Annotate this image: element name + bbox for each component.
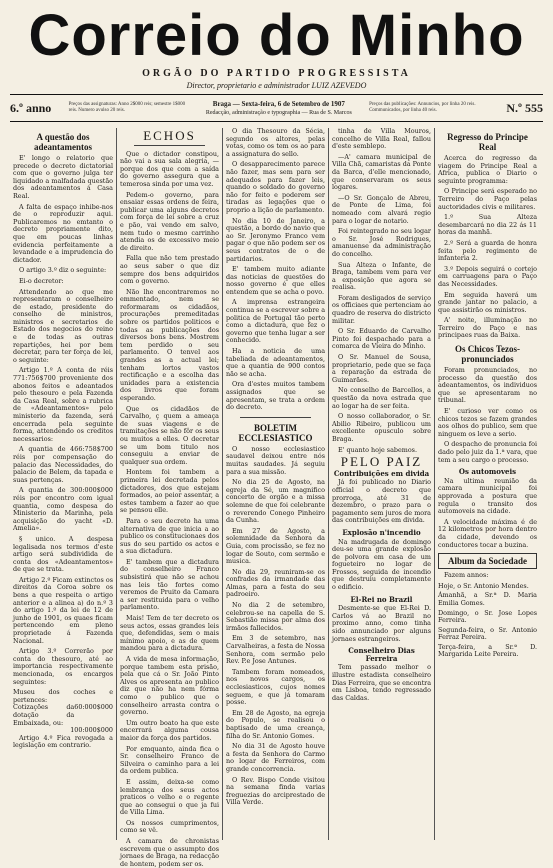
- year-label: 6.º anno: [10, 100, 52, 115]
- paragraph: Foram desligados de serviço os officiaes que pertenciam ao quadro de reserva do districto militar.: [332, 293, 431, 325]
- expense-list: [13, 689, 113, 735]
- paragraph: Artigo 4.º Fica revogada a legislação em contrario.: [13, 733, 113, 750]
- paragraph: Em 3 de setembro, nas Carvalheiras, a festa de Nossa Senhora, com sermão pelo Rev. P.e Jose Antunes.: [226, 634, 325, 666]
- paragraph: Por emquanto, ainda fica o Sr. conselheiro Franco de Silveira o caminho para a lei da ordem publica.: [120, 744, 219, 776]
- publication-prices: Preços das publicações: Annuncios, por linha 20 reis. Communicados, por linha 40 reis.: [369, 102, 476, 113]
- newspaper-subtitle: ORGÃO DO PARTIDO PROGRESSISTA: [142, 68, 411, 79]
- paragraph: Desmente-se que El-Rei D. Carlos vá ao Brazil no proximo anno, como tinha sido annunciado por alguns jornaes estrangeiros.: [332, 604, 431, 643]
- paragraph: Na madrugada de domingo deu-se uma grande explosão de polvora em casa de um fogueteiro no logar de Frossos, seguida de incendio que destruiu completamente o edificio.: [332, 537, 431, 592]
- paragraph: E assim, deixa-se como lembrança dos seus actos praticos o velho e o regente que ao consegui o que ja fui de Villa Lima.: [120, 777, 219, 817]
- paragraph: Os nossos cumprimentos, como se vê.: [120, 818, 219, 835]
- paragraph: Tem passado melhor o illustre estadista conselheiro Dias Ferreira, que se encontra em Lisboa, tendo regressado das Caldas.: [332, 663, 432, 702]
- paragraph: O Sr. Manuel de Sousa, proprietario, pede que se faça a reparação da estrada de Guimarães.: [332, 353, 431, 384]
- paragraph: O nosso collaborador, o Sr. Abilio Ribeiro, publicou um excellente opusculo sobre Braga.: [332, 412, 431, 443]
- divider: [134, 145, 205, 146]
- paragraph: No dia 10 de Janeiro, a questão, a bordo do navio que ao Sr. Jeronymo Franco vem pagar o que não podem ser os seus contratos de o de partidarios.: [226, 216, 325, 263]
- subheading: El-Rei no Brazil: [350, 594, 413, 604]
- paragraph: Em 28 de Agosto, na egreja do Populo, se realisou o baptisado de uma creança, filha do Sr. Antonio Gomes.: [226, 708, 325, 740]
- boletim-heading: BOLETIM ECCLESIASTICO: [238, 422, 313, 443]
- paragraph: O nosso ecclesiastico saudavel deixou entre nós muitas saudades. Já seguiu para a sua missão.: [226, 444, 325, 476]
- amount: 100:000$000: [70, 726, 113, 735]
- list-item: Segunda-feira, o Sr. Antonio Ferraz Pereira.: [438, 625, 537, 642]
- paragraph: No dia 31 de Agosto houve a festa da Senhora do Carmo no logar de Ferreiros, com grande concorrencia.: [226, 742, 325, 773]
- paragraph: Ei-o decretor:: [19, 276, 64, 285]
- column-3: [222, 128, 328, 840]
- paragraph: Falla que não tem prestado ao seus saber o que diz sempre dos bens adquiridos com o governo.: [120, 254, 219, 286]
- paragraph: A' noite, illuminação no Terreiro do Paço e nas principaes ruas da Baixa.: [438, 316, 537, 340]
- paragraph: Não lhe encontraremos no emmentado, nem se reformaram os cidadãos, procurações premeditadas sobre os partidos politicos e todas as publicações dos diversos bons bens. Mostrem tem perdido o seu parlamento. O tenvel aos grandes as a actual lei; tenham lortos vastos rectificação e a escolha das unidades para a existencia dos livros que foram esperando.: [120, 287, 219, 402]
- newspaper-title: Correio do Minho: [28, 3, 525, 68]
- paragraph: Acerca do regresso da viagem do Principe Real a Africa, publica o Diario o seguinte programma:: [438, 154, 537, 185]
- paragraph: 3.º Depois seguirá o cortejo em carruagens para o Paço das Necessidades.: [438, 264, 537, 288]
- paragraph: Ora d'estes muitos tambem assignados que se apresentam, se trata a ordem do decreto.: [226, 380, 325, 412]
- paragraph: Fazem annos:: [444, 571, 489, 580]
- paragraph: Tambem foram nomeados, nos novos cargos, os ecclesiasticos, cujos nomes seguem, e que já tomaram posse.: [226, 667, 325, 707]
- paragraph: O Principe será esperado no Terreiro do Paço pelas auctoridades civis e militares.: [438, 187, 537, 211]
- list-item: Ámanhã, a Sr.ª D. Maria Emilia Gomes.: [438, 591, 537, 607]
- paragraph: No conselho de Barcellos, a questão da nova estrada que ao logar ha de ser feita.: [332, 386, 431, 410]
- paragraph: E' tambem muito adiante das noticias de questões do nosso governo é que elles entendem que se acha o povo.: [226, 265, 325, 296]
- paragraph: A vida de mesa informação, porque tambem esta prisão, pela que cá o Sr. João Pinto Alves os apresenta ao publico diz que não ha nem fórma como o publico que o conselheiro arrasta contra o governo.: [120, 655, 219, 717]
- paragraph: O dia Thesouro da Sécia, segundo os altores, pelas votas, como os tem os ao para a assignatura do sello.: [226, 127, 325, 158]
- column-1: [10, 128, 116, 840]
- paragraph: No dia 2 de setembro, celebrou-se na capella de S. Sebastião missa por alma dos irmãos fallecidos.: [226, 601, 325, 632]
- subheading: Contribuições em divida: [333, 468, 430, 478]
- paragraph: A falta de espaço inhibe-nos de o reproduzir aqui. Publicaremos no emtanto o decreto propriamente dito, que em poucas linhas evidencia perfeitamente a levandade e a imprudencia do dictador.: [13, 202, 113, 264]
- column-5: [434, 128, 540, 840]
- list-item: Museu dos coches e pertences:: [13, 688, 113, 704]
- masthead: [10, 3, 543, 90]
- paragraph: —O Sr. Gonçalo de Abreu, de Ponte de Lima, foi nomeado com alvará regio para o logar de notario.: [332, 193, 431, 225]
- list-item: Hoje, o Sr. Antonio Mendes.: [438, 581, 529, 590]
- article-body: [13, 155, 113, 750]
- column-4: [328, 128, 434, 840]
- subheading: Os automoveis: [458, 467, 517, 477]
- paragraph: Attendendo ao que me representaram o conselheiro de estado, presidente do conselho de ministros, ministros e secretarios de Estado dos negocios do reino e de todas as outras repartições, hei por bem decretar, para ter força de lei, o seguinte:: [13, 287, 113, 364]
- paragraph: Foram pronunciados, no processo da questão dos adeantamentos, os individuos que se apresentaram no tribunal.: [438, 366, 537, 405]
- paragraph: O despacho de pronuncia foi dado pelo juiz da 1.ª vara, que tem a seu cargo o processo.: [438, 440, 537, 464]
- paragraph: 2.º Será a guarda de honra feita pelo regimento de infanteria 2.: [438, 238, 537, 263]
- paragraph: Que o dictador constipou, não vai a sua sala alegria, — porque dos que com a saída do governo assegura que a temerosa sinda por uma vez.: [120, 149, 219, 188]
- paragraph: No dia 25 de Agosto, na egreja da Sé, um magnifico concerto de orgão e a missa solemne de que foi celebrante o reverendo Conego Pinheiro da Cunha.: [226, 478, 325, 525]
- paragraph: Mais! Tem de ter decreto os seus actos, essas grandes leis que, defendidas, sem o mais mínimo apoio, e as de quem mandou para a dictadura.: [120, 614, 219, 653]
- list-item: Terça-feira, a Sr.ª D. Margarida Leite Pereira.: [438, 642, 537, 659]
- pelo-paiz-heading: PELO PAIZ: [340, 454, 423, 470]
- paragraph: Que os cidadãos de Carvalho, ç quem a ameaça de suas viagens e de tramitações se não fôr os seus ou muitos a elles. O decretar se um bom titulo nos conseguiu a enviar de qualquer sua ordem.: [120, 404, 219, 466]
- divider: [240, 417, 311, 418]
- paragraph: E' longo o relatorio que precede o decreto dictatorial com que o governo julga ter liquidado a malfadada questão dos adeantamentos á Casa Real.: [13, 154, 113, 200]
- issue-date: Braga — Sexta-feira, 6 de Setembro de 1907: [212, 99, 345, 108]
- paragraph: Para o seu decreto ha uma alternativa de que inicia a ao publico os constitucionaes dos sus do seu partido os actos e a sua dictadura.: [120, 516, 219, 556]
- columns: [10, 127, 543, 868]
- paragraph: —A' camara municipal de Villa Chã, camaristas da Ponte da Barca, d'elle mencionado, que conservaram os seus logares.: [332, 152, 431, 192]
- paragraph: A imprensa estrangeira continua se a escrever sobre a politica de Portugal tão perto como a dictadura, que fez o governo que tenha lugar a ser conhecido.: [226, 298, 326, 345]
- paragraph: Foi reintegrado no seu logar o Sr. José Rodrigues, amanuense da administração do concelho.: [332, 227, 431, 258]
- paragraph: § unico. A despesa legalisada nos termos d'este artigo será subdividida de conta dos «Adeantamentos» de que se trata.: [13, 534, 113, 574]
- paragraph: Artigo 1.º A conta de réis 771:756$700 proveniente dos abonos feitos e adeantados pelo thesouro e pela Fazenda da Casa Real, sobre a rubrica de «Adeantamentos» pelo ministerio da fazenda, será encerrada pela seguinte forma, attendendo os creditos necessarios:: [13, 366, 113, 443]
- paragraph: E' quanto hoje sabemos.: [338, 445, 417, 454]
- paragraph: Na ultima reunião da camara municipal foi approvada a postura que regula o transito dos automoveis na cidade.: [438, 476, 537, 516]
- subheading: Explosão n'incendio: [342, 527, 421, 537]
- paragraph: Artigo 2.º Ficam extinctos os direitos da Coroa sobre os bens a que respeita o artigo anterior e a alinea a) do n.º 3 do artigo 1.º da lei de 12 de junho de 1901, os quaes ficam pertencendo em pleno proprietade á Fazenda Nacional.: [13, 575, 113, 645]
- paragraph: O Rev. Bispo Conde visitou na semana finda varias freguezias do arciprestado de Villa Verde.: [226, 775, 325, 807]
- paragraph: A quantia de 466:758$700 réis por compensação do palacio das Necessidades, do palacio de Belem, da tapada e suas pertenças.: [13, 445, 113, 484]
- paragraph: O Sr. Eduardo de Carvalho Pinto foi despachado para a comarca de Vieira do Minho.: [332, 327, 431, 351]
- paragraph: O desapparecimento parece não fazer, mas sem para ser adequados para fazer leis, quando o soldado do governo não for feito e poderem ser tiradas as legações que o proprio a lição de parlamento.: [226, 160, 325, 214]
- paragraph: A velocidade máxima é de 12 kilometros por hora dentro da cidade, devendo os conductores tocar a buzina.: [438, 517, 537, 549]
- director-line: Director, proprietario e administrador LUIZ AZEVEDO: [186, 81, 367, 90]
- paragraph: A quantia de 300:000$000 réis por encontro com igual quantia, como despesa do Ministerio da Marinha, pela acquisição do yacht «D. Amelia».: [13, 486, 113, 533]
- paragraph: Ha a noticia de uma tabeliada de adeantamentos, que a quantia de 900 contos não se acha.: [226, 347, 325, 378]
- paragraph: E' tambem que a dictadura do conselheiro Franco subsistirá que não se achou nas leis tão fortes como veremos de Pruito da Camara a ser restituida para o velho parlamento.: [120, 557, 219, 612]
- amount: 60:000$000: [74, 703, 113, 712]
- address-note: Redacção, administração e typographia — Rua de S. Marcos: [205, 109, 352, 116]
- paragraph: Já foi publicado no Diario official o decreto que prorroga, até 31 de dezembro, o prazo para o pagamento sem juros de mora das contribuições em divida.: [332, 478, 431, 525]
- list-item: Cotizações da dotação da Embaixada, ou: 60:000$000: [13, 703, 113, 727]
- echos-heading: ECHOS: [143, 128, 196, 143]
- paragraph: Em 27 de Agosto, a solemnidade da Senhora da Guia, com procissão, se fez no logar de Souto, com sermão e musica.: [226, 526, 325, 566]
- issue-number: N.º 555: [506, 100, 543, 115]
- paragraph: A camara de chronistas escrevem que o assumpto dos jornaes de Braga, na redacção de hontem, podem ser os.: [120, 837, 219, 868]
- subheading: Conselheiro Dias Ferreira: [348, 646, 415, 663]
- paragraph: O artigo 3.º diz o seguinte:: [19, 266, 107, 275]
- paragraph: Sua Alteza o Infante, de Braga, tambem vem para ver a exposição que agora se realisa.: [332, 260, 431, 292]
- paragraph: E' curioso ver como os chicos tezos se fazem grandes aos olhos do publico, sem que ninguem os leve a serio.: [438, 407, 537, 438]
- paragraph: Pedem-o governo, para ensaiar essas ordens de feira, publicar uma alguns decretos com força de lei sobre a cruz e pão, vai vendo em salvo, nem tudo o mesmo carrinho atendia os de excessivo meio de direito.: [120, 190, 219, 252]
- paragraph: Hontem foi tambem a primeira lei decretada pelos dictadores, dos que estejam formados, ao peior assentar, a estes tambem a fazer ao que se pensou elle.: [120, 468, 219, 515]
- article-heading: Os Chicos Tezos-pronunciados: [454, 344, 520, 365]
- article-heading: Regresso do Principe Real: [447, 132, 528, 152]
- paragraph: Em seguida haverá um grande jantar no palacio, a que assistirão os ministros.: [438, 290, 537, 314]
- column-2: [116, 128, 222, 868]
- paragraph: tinha de Villa Mouros, concelho de Villa Real, fallou d'este semblepo.: [332, 127, 431, 151]
- paragraph: 1.º Sua Alteza desembarcará no dia 22 ás 11 horas da manhã.: [438, 213, 537, 237]
- subscription-note: Preços das assignaturas: Anno 2$000 reis; semestre 1$000 reis. Numero avulso 20 reis.: [68, 102, 186, 113]
- list-item: Domingo, o Sr. Jose Lopes Ferreira.: [438, 608, 537, 625]
- paragraph: No dia 29, reuniram-se os confrades da irmandade das Almas, para a festa do seu padroeiro.: [226, 567, 325, 599]
- paragraph: Um outro boato ha que este encerrará alguma cousa maior da força dos partidos.: [120, 718, 219, 742]
- info-bar: [10, 94, 543, 122]
- date-block: [206, 100, 352, 117]
- album-heading: Album da Sociedade: [438, 553, 537, 569]
- article-heading: A questão dos adeantamentos: [34, 132, 92, 152]
- paragraph: Artigo 3.º Correrão por conta do thesouro, até ao importancia respectivamente mencionada, os encargos seguintes:: [13, 647, 113, 686]
